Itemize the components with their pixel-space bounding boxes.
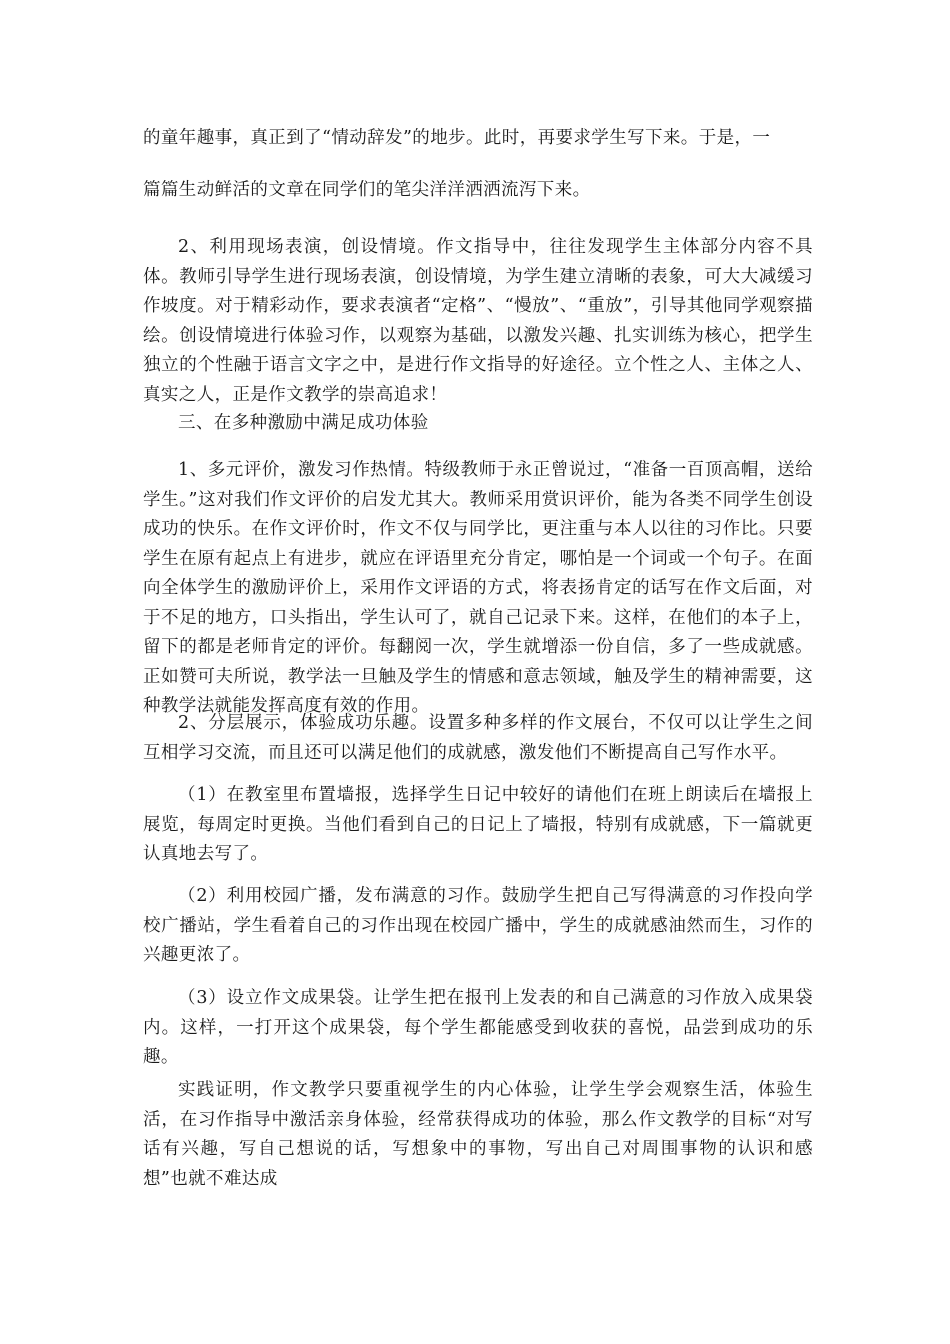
intro-line-1: 的童年趣事，真正到了“情动辞发”的地步。此时，再要求学生写下来。于是，一 <box>143 128 771 148</box>
list-item-wall-newspaper: （1）在教室里布置墙报，选择学生日记中较好的请他们在班上朗读后在墙报上展览，每周定时更换。当他们看到自己的日记上了墙报，特别有成就感，下一篇就更认真地去写了。 <box>143 785 813 864</box>
paragraph-conclusion: 实践证明，作文教学只要重视学生的内心体验，让学生学会观察生活，体验生活，在习作指导中激活亲身体验，经常获得成功的体验，那么作文教学的目标“对写话有兴趣，写自己想说的话，写想象中的事物，写出自己对周围事物的认识和感想”也就不难达成 <box>143 1080 813 1189</box>
list-item-achievement-bag: （3）设立作文成果袋。让学生把在报刊上发表的和自己满意的习作放入成果袋内。这样，一打开这个成果袋，每个学生都能感受到收获的喜悦，品尝到成功的乐趣。 <box>143 988 813 1067</box>
paragraph-multiple-evaluation: 1、多元评价，激发习作热情。特级教师于永正曾说过，“准备一百顶高帽，送给学生。”这对我们作文评价的启发尤其大。教师采用赏识评价，能为各类不同学生创设成功的快乐。在作文评价时，作文不仅与同学比，更注重与本人以往的习作比。只要学生在原有起点上有进步，就应在评语里充分肯定，哪怕是一个词或一个句子。在面向全体学生的激励评价上，采用作文评语的方式，将表扬肯定的话写在作文后面，对于不足的地方，口头指出，学生认可了，就自己记录下来。这样，在他们的本子上，留下的都是老师肯定的评价。每翻阅一次，学生就增添一份自信，多了一些成就感。正如赞可夫所说，教学法一旦触及学生的情感和意志领域，触及学生的精神需要，这种教学法就能发挥高度有效的作用。 <box>143 460 813 716</box>
intro-line-2: 篇篇生动鲜活的文章在同学们的笔尖洋洋洒洒流泻下来。 <box>143 180 591 200</box>
section-heading-success-experience: 三、在多种激励中满足成功体验 <box>178 413 429 433</box>
list-item-campus-broadcast: （2）利用校园广播，发布满意的习作。鼓励学生把自己写得满意的习作投向学校广播站，学生看着自己的习作出现在校园广播中，学生的成就感油然而生，习作的兴趣更浓了。 <box>143 886 813 965</box>
paragraph-tiered-display: 2、分层展示，体验成功乐趣。设置多种多样的作文展台，不仅可以让学生之间互相学习交流，而且还可以满足他们的成就感，激发他们不断提高自己写作水平。 <box>143 713 813 763</box>
paragraph-situational-performance: 2、利用现场表演，创设情境。作文指导中，往往发现学生主体部分内容不具体。教师引导学生进行现场表演，创设情境，为学生建立清晰的表象，可大大减缓习作坡度。对于精彩动作，要求表演者“定格”、“慢放”、“重放”，引导其他同学观察描绘。创设情境进行体验习作，以观察为基础，以激发兴趣、扎实训练为核心，把学生独立的个性融于语言文字之中，是进行作文指导的好途径。立个性之人、主体之人、真实之人，正是作文教学的崇高追求！ <box>143 237 813 405</box>
